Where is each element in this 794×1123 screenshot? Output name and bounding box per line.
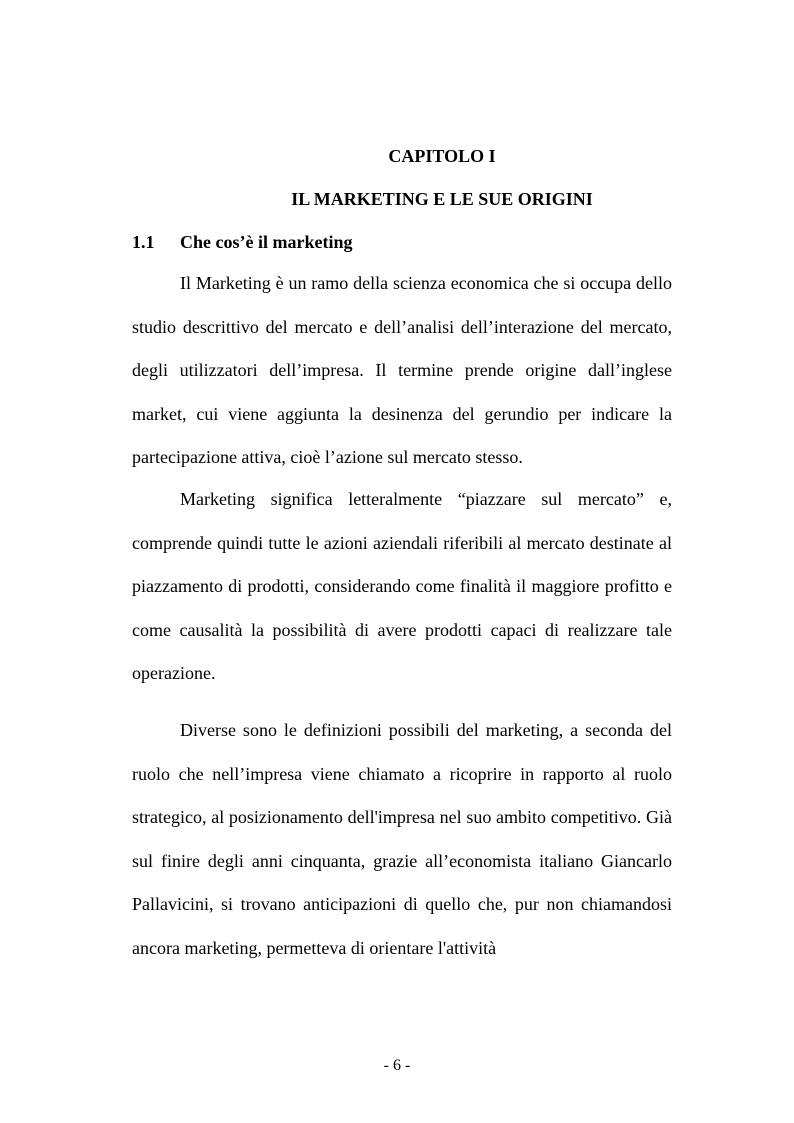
paragraph: Marketing significa letteralmente “piazzare sul mercato” e, comprende quindi tutte le azioni aziendali riferibili al mercato destinate al piazzamento di prodotti, considerando come finalità il maggiore profitto e come causalità la possibilità di avere prodotti capaci di realizzare tale operazione.	[132, 489, 672, 684]
chapter-title: IL MARKETING E LE SUE ORIGINI	[291, 189, 593, 209]
section-number: 1.1	[132, 232, 155, 252]
page-number: - 6 -	[383, 1057, 411, 1074]
paragraph: Diverse sono le definizioni possibili del marketing, a seconda del ruolo che nell’impresa viene chiamato a ricoprire in rapporto al ruolo strategico, al posizionamento dell'impresa nel suo ambito competitivo. Già sul finire degli anni cinquanta, grazie all’economista italiano Giancarlo Pallavicini, si trovano anticipazioni di quello che, pur non chiamandosi ancora marketing, permetteva di orientare l'attività	[132, 720, 672, 958]
paragraph: Il Marketing è un ramo della scienza economica che si occupa dello studio descrittivo del mercato e dell’analisi dell’interazione del mercato, degli utilizzatori dell’impresa. Il termine prende origine dall’inglese market, cui viene aggiunta la desinenza del gerundio per indicare la partecipazione attiva, cioè l’azione sul mercato stesso.	[132, 273, 672, 468]
section-heading	[132, 231, 352, 253]
chapter-label: CAPITOLO I	[388, 146, 496, 166]
section-title: Che cos’è il marketing	[180, 232, 353, 252]
